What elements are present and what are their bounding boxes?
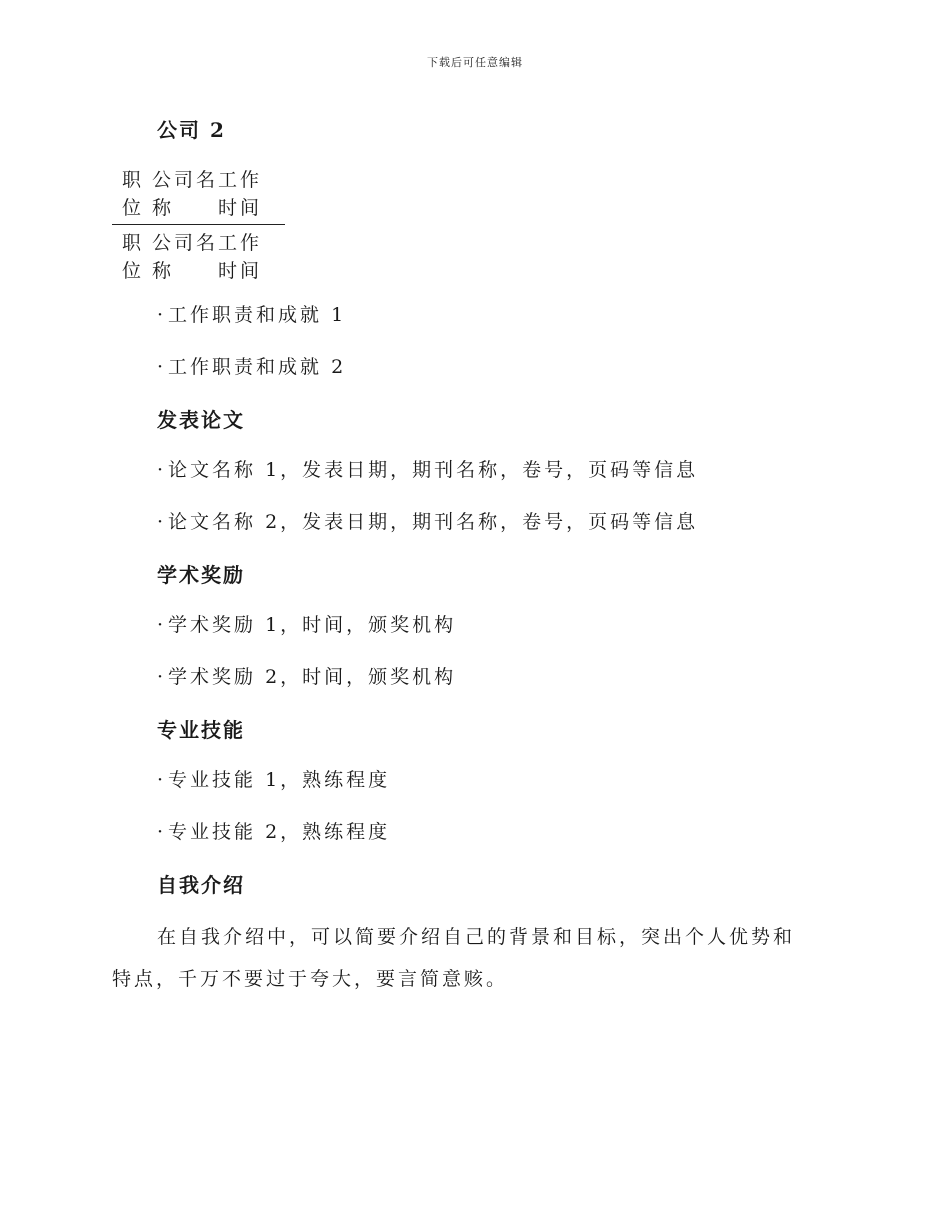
skill-item xyxy=(157,765,390,792)
bullet-dot-icon: · xyxy=(157,511,167,533)
bullet-dot-icon: · xyxy=(157,356,167,378)
bullet-dot-icon: · xyxy=(157,769,167,791)
bullet-dot-icon: · xyxy=(157,821,167,843)
bullet-dot-icon: · xyxy=(157,459,167,481)
award-item xyxy=(157,610,456,637)
duty-item xyxy=(157,300,346,327)
position-cell: 职位 xyxy=(122,232,145,282)
paper-item xyxy=(157,507,698,534)
duty-text: 工作职责和成就 2 xyxy=(168,356,347,378)
skill-text: 专业技能 1，熟练程度 xyxy=(168,769,391,791)
work-time-header: 工作时间 xyxy=(218,169,263,219)
awards-heading: 学术奖励 xyxy=(157,563,245,587)
duty-text: 工作职责和成就 1 xyxy=(168,304,347,326)
award-item xyxy=(157,662,456,689)
award-text: 学术奖励 2，时间，颁奖机构 xyxy=(168,666,457,688)
page-header: 下载后可任意编辑 xyxy=(427,56,523,69)
job-table-header-row xyxy=(112,166,285,225)
award-text: 学术奖励 1，时间，颁奖机构 xyxy=(168,614,457,636)
intro-paragraph: 在自我介绍中，可以简要介绍自己的背景和目标，突出个人优势和特点，千万不要过于夸大，要言简意赅。 xyxy=(112,926,796,990)
skill-item xyxy=(157,817,390,844)
skills-heading: 专业技能 xyxy=(157,718,245,742)
company-name-cell: 公司名称 xyxy=(152,232,219,282)
job-table-row xyxy=(112,229,285,285)
company-name-header: 公司名称 xyxy=(152,169,219,219)
intro-heading: 自我介绍 xyxy=(157,873,245,897)
bullet-dot-icon: · xyxy=(157,614,167,636)
company-heading: 公司 2 xyxy=(157,118,226,142)
duty-item xyxy=(157,352,346,379)
paper-item xyxy=(157,455,698,482)
paper-text: 论文名称 1，发表日期，期刊名称，卷号，页码等信息 xyxy=(168,459,699,481)
bullet-dot-icon: · xyxy=(157,304,167,326)
skill-text: 专业技能 2，熟练程度 xyxy=(168,821,391,843)
papers-heading: 发表论文 xyxy=(157,408,245,432)
paper-text: 论文名称 2，发表日期，期刊名称，卷号，页码等信息 xyxy=(168,511,699,533)
work-time-cell: 工作时间 xyxy=(218,232,263,282)
job-table xyxy=(112,166,285,285)
position-header: 职位 xyxy=(122,169,145,219)
bullet-dot-icon: · xyxy=(157,666,167,688)
